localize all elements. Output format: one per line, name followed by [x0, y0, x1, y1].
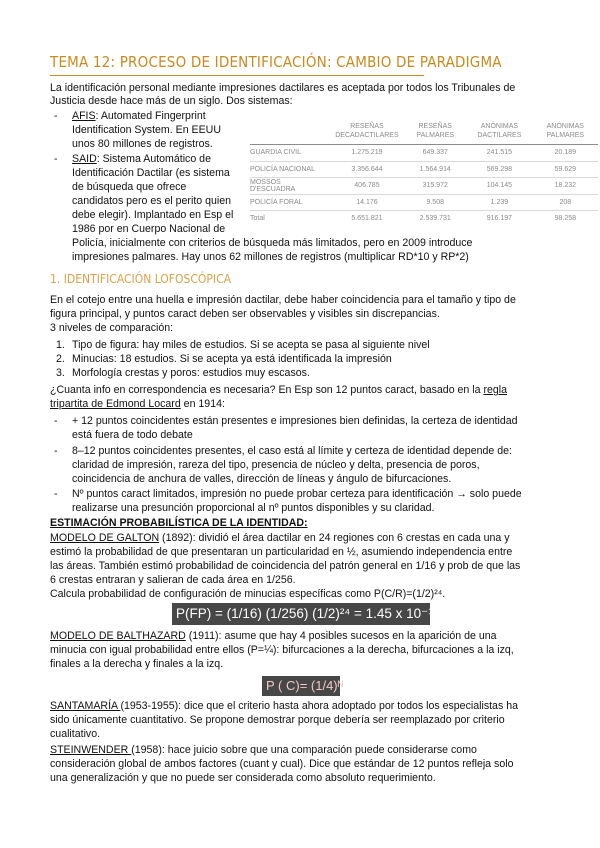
table-row	[250, 161, 598, 178]
table-cell: 59.629	[533, 161, 598, 178]
said-line-8: impresiones palmares. Hay unos 62 millones de registros (multiplicar RD*10 y RP*2)	[72, 251, 469, 263]
bullet-dash: -	[54, 415, 58, 427]
paragraph-line: una generalización y que no puede ser considerada como absoluto requerimiento.	[50, 772, 436, 784]
steinwender-text: (1958): hace juicio sobre que una comparación puede considerarse como	[131, 744, 477, 756]
balthazard-name: MODELO DE BALTHAZARD	[50, 630, 186, 642]
table-header-cell: RESEÑAS PALMARES	[404, 118, 466, 145]
afis-line-1	[72, 110, 206, 123]
list-item: Minucias: 18 estudios. Si se acepta ya está identificada la impresión	[72, 353, 392, 365]
table-cell: 9.508	[404, 194, 466, 211]
santamaria-text: (1953-1955): dice que el criterio hasta ahora adoptado por todos los especialistas ha	[120, 700, 518, 712]
said-line-2: Identificación Dactilar (es sistema	[72, 167, 230, 179]
paragraph-line	[50, 384, 507, 397]
table-cell: Total	[250, 211, 330, 227]
table-cell: 2.539.731	[404, 211, 466, 227]
paragraph-line	[50, 744, 477, 757]
page-title: TEMA 12: PROCESO DE IDENTIFICACIÓN: CAMBIO DE PARADIGMA	[50, 53, 502, 71]
paragraph-line: consideración global de ambos factores (cuant y cual). Dice que estándar de 12 puntos refleja solo	[50, 758, 514, 770]
table-cell: 241.515	[466, 145, 532, 162]
table-cell: 916.197	[466, 211, 532, 227]
table-cell: 3.356.644	[330, 161, 405, 178]
paragraph-line	[50, 532, 510, 545]
afis-term: AFIS	[72, 110, 96, 122]
afis-line-2: Identification System. En EEUU	[72, 124, 221, 136]
said-term: SAID	[72, 153, 97, 165]
section-heading: 1. IDENTIFICACIÓN LOFOSCÓPICA	[50, 272, 232, 286]
table-cell: 14.176	[330, 194, 405, 211]
table-cell: POLICÍA FORAL	[250, 194, 330, 211]
said-line-5: debe elegir). Implantado en Esp el	[72, 209, 234, 221]
galton-text: (1892): dividió el área dactilar en 24 regiones con 6 crestas en cada una y	[159, 532, 510, 544]
said-line-6: 1986 por en Cuerpo Nacional de	[72, 223, 226, 235]
table-cell: GUARDIA CIVIL	[250, 145, 330, 162]
paragraph-line: cualitativo.	[50, 728, 101, 740]
paragraph-line	[50, 700, 518, 713]
table-cell: POLICÍA NACIONAL	[250, 161, 330, 178]
list-number: 3.	[56, 367, 65, 379]
paragraph-line: las áreas. También estimó probabilidad de coincidencia del patrón general en 1/16 y prob de que las	[50, 560, 521, 572]
said-line-7: Policía, inicialmente con criterios de búsqueda más limitados, pero en 2009 introduce	[72, 237, 473, 249]
paragraph-line: 3 niveles de comparación:	[50, 322, 174, 334]
bullet-dash: -	[54, 488, 58, 500]
afis-line-3: unos 80 millones de registros.	[72, 138, 213, 150]
table-cell: 104.145	[466, 178, 532, 195]
afis-text-1: : Automated Fingerprint	[95, 110, 206, 122]
paragraph-line: 8–12 puntos coincidentes presentes, el caso está al límite y certeza de identidad depende de:	[72, 445, 512, 457]
paragraph-line: figura principal, y puntos caract deben ser observables y visibles sin discrepancias.	[50, 308, 440, 320]
locard-text: ¿Cuanta info en correspondencia es necesaria? En Esp son 12 puntos caract, basado en la	[50, 384, 484, 396]
table-header-cell: ANÓNIMAS PALMARES	[533, 118, 598, 145]
table-cell: 649.337	[404, 145, 466, 162]
table-header-cell: RESEÑAS DECADACTILARES	[330, 118, 405, 145]
table-header-cell	[250, 118, 330, 145]
paragraph-line: minucia con igual probabilidad entre ellos (P=¼): bifurcaciones a la derecha, bifurcaciones a la izq,	[50, 644, 514, 656]
paragraph-line: realizarse una presunción proporcional al nº puntos disponibles y su claridad.	[72, 502, 435, 514]
list-item: Tipo de figura: hay miles de estudios. Si se acepta se pasa al siguiente nivel	[72, 339, 430, 351]
table-row	[250, 178, 598, 195]
table-cell: 1.239	[466, 194, 532, 211]
table-header-cell: ANÓNIMAS DACTILARES	[466, 118, 532, 145]
list-item: Morfología crestas y poros: estudios muy escasos.	[72, 367, 310, 379]
galton-formula: P(FP) = (1/16) (1/256) (1/2)²⁴ = 1.45 x 10⁻¹¹	[172, 603, 430, 625]
bullet-dash: -	[54, 110, 58, 122]
paragraph-line: sido únicamente cuantitativo. Se propone demostrar porque debería ser reemplazado por criterio	[50, 714, 505, 726]
intro-line-2: Justicia desde hace más de un siglo. Dos sistemas:	[50, 95, 293, 107]
list-number: 1.	[56, 339, 65, 351]
paragraph-line: En el cotejo entre una huella e impresión dactilar, debe haber coincidencia para el tamaño y tipo de	[50, 294, 516, 306]
table-cell: 1.564.914	[404, 161, 466, 178]
said-line-4: candidatos pero es el perito quien	[72, 195, 232, 207]
locard-link-start: regla	[483, 384, 508, 396]
paragraph-line	[50, 630, 497, 643]
paragraph-line: coincidencia de anchura de valles, dirección de líneas y ángulo de bifurcaciones.	[72, 473, 452, 485]
table-cell: 1.275.219	[330, 145, 405, 162]
paragraph-line: está fuera de todo debate	[72, 429, 193, 441]
table-row	[250, 194, 598, 211]
said-line-3: de búsqueda que ofrece	[72, 181, 187, 193]
said-line-1	[72, 153, 211, 166]
table-cell: 208	[533, 194, 598, 211]
paragraph-line: 6 crestas entraran y salieran de cada área en 1/256.	[50, 574, 296, 586]
table-cell: 5.651.821	[330, 211, 405, 227]
table-row	[250, 211, 598, 227]
table-cell: 315.972	[404, 178, 466, 195]
paragraph-line: + 12 puntos coincidentes están presentes e impresiones bien definidas, la certeza de identidad	[72, 415, 518, 427]
paragraph-line: Calcula probabilidad de configuración de minucias específicas como P(C/R)=(1/2)²⁴.	[50, 588, 446, 600]
steinwender-name: STEINWENDER	[50, 744, 132, 756]
paragraph-line: Nº puntos caract limitados, impresión no puede probar certeza para identificación → solo puede	[72, 488, 522, 500]
subheading: ESTIMACIÓN PROBABILÍSTICA DE LA IDENTIDAD:	[50, 517, 308, 529]
santamaria-name: SANTAMARÍA	[50, 700, 121, 712]
galton-name: MODELO DE GALTON	[50, 532, 160, 544]
intro-line-1: La identificación personal mediante impresiones dactilares es aceptada por todos los Tribunales de	[50, 82, 516, 94]
list-number: 2.	[56, 353, 65, 365]
table-cell: 98.258	[533, 211, 598, 227]
paragraph-line: claridad de impresión, rareza del tipo, presencia de núcleo y delta, presencia de poros,	[72, 459, 480, 471]
table-cell: 20.189	[533, 145, 598, 162]
table-cell: 406.785	[330, 178, 405, 195]
table-header-row	[250, 118, 598, 145]
bullet-dash: -	[54, 153, 58, 165]
said-text-1: : Sistema Automático de	[96, 153, 211, 165]
table-row	[250, 145, 598, 162]
paragraph-line: finales a la derecha y finales a la izq.	[50, 658, 224, 670]
table-cell: 569.298	[466, 161, 532, 178]
title-underline	[50, 75, 424, 76]
records-table	[250, 118, 598, 227]
locard-year: en 1914:	[180, 398, 225, 410]
balthazard-text: (1911): asume que hay 4 posibles sucesos en la aparición de una	[185, 630, 497, 642]
table-cell: 18.232	[533, 178, 598, 195]
paragraph-line	[50, 398, 225, 411]
table-cell: MOSSOS D'ESCUADRA	[250, 178, 330, 195]
bullet-dash: -	[54, 445, 58, 457]
locard-link-end: tripartita de Edmond Locard	[50, 398, 181, 410]
balthazard-formula: P ( C)= (1/4)ᴺ	[262, 676, 340, 696]
paragraph-line: estimó la probabilidad de que presentaran un particularidad en ½, asumiendo independencia entre	[50, 546, 513, 558]
